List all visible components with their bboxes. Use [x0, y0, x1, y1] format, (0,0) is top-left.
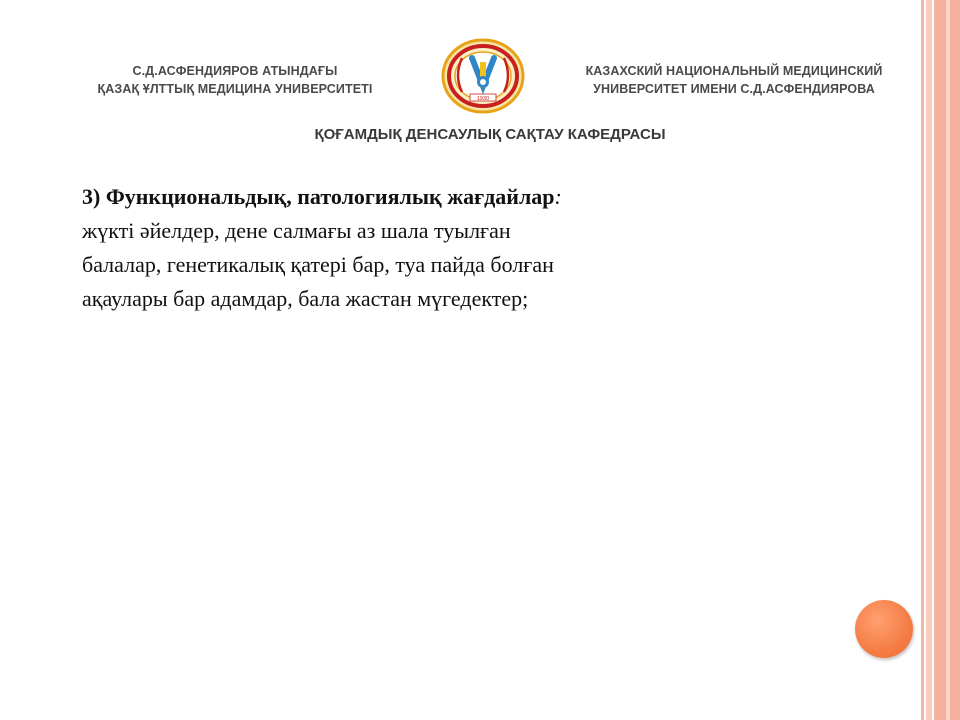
decor-stripe [926, 0, 932, 720]
header-right-line2: УНИВЕРСИТЕТ ИМЕНИ С.Д.АСФЕНДИЯРОВА [593, 82, 875, 96]
department-title: ҚОҒАМДЫҚ ДЕНСАУЛЫҚ САҚТАУ КАФЕДРАСЫ [314, 126, 666, 143]
lead-line [82, 180, 862, 214]
lead-colon: : [554, 184, 562, 209]
body-line-3: ақаулары бар адамдар, бала жастан мүгедектер; [82, 286, 529, 311]
logo-year: 1930 [476, 96, 490, 102]
header-right-line1: КАЗАХСКИЙ НАЦИОНАЛЬНЫЙ МЕДИЦИНСКИЙ [585, 64, 883, 78]
header-left-line1: С.Д.АСФЕНДИЯРОВ АТЫНДАҒЫ [132, 64, 338, 78]
lead-text: 3) Функциональдық, патологиялық жағдайлар [82, 184, 555, 209]
body-line-2: балалар, генетикалық қатері бар, туа пайда болған [82, 252, 554, 277]
orange-circle-decoration [855, 600, 913, 658]
body-line-1: жүкті әйелдер, дене салмағы аз шала туылған [82, 218, 511, 243]
university-logo [440, 38, 526, 114]
header-right [552, 62, 916, 98]
decor-stripe [921, 0, 924, 720]
header-left-line2: ҚАЗАҚ ҰЛТТЫҚ МЕДИЦИНА УНИВЕРСИТЕТІ [97, 82, 373, 96]
slide-body [82, 180, 862, 316]
decor-stripe [946, 0, 950, 720]
header-left [62, 62, 408, 98]
